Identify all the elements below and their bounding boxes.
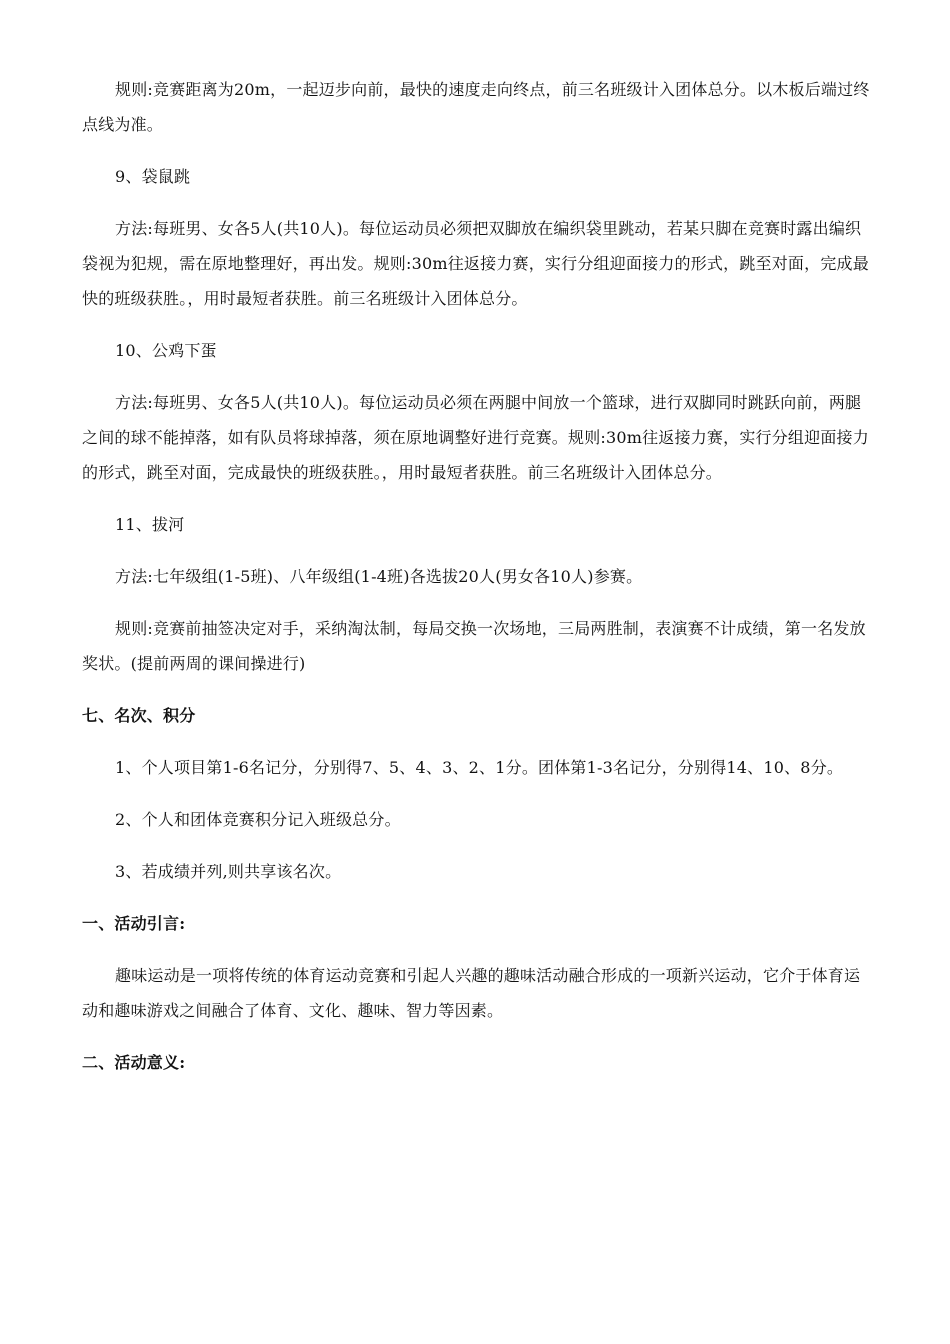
item-11-rule: 规则:竞赛前抽签决定对手，采纳淘汰制，每局交换一次场地，三局两胜制，表演赛不计成绩，第一名发放奖状。(提前两周的课间操进行) <box>82 619 866 673</box>
rule-walk-20m: 规则:竞赛距离为20m，一起迈步向前，最快的速度走向终点，前三名班级计入团体总分。以木板后端过终点线为准。 <box>82 80 870 134</box>
item-10-method: 方法:每班男、女各5人(共10人)。每位运动员必须在两腿中间放一个篮球，进行双脚同时跳跃向前，两腿之间的球不能掉落，如有队员将球掉落，须在原地调整好进行竞赛。规则:30m往返接力赛，实行分组迎面接力的形式，跳至对面，完成最快的班级获胜。，用时最短者获胜。前三名班级计入团体总分。 <box>82 393 869 482</box>
section-2-heading: 二、活动意义: <box>82 1053 186 1072</box>
intro-text: 趣味运动是一项将传统的体育运动竞赛和引起人兴趣的趣味活动融合形成的一项新兴运动，它介于体育运动和趣味游戏之间融合了体育、文化、趣味、智力等因素。 <box>82 966 861 1020</box>
document-page <box>82 72 872 1097</box>
scoring-3: 3、若成绩并列,则共享该名次。 <box>115 862 342 881</box>
item-9-title: 9、袋鼠跳 <box>115 167 191 186</box>
section-1-heading: 一、活动引言: <box>82 914 186 933</box>
item-11-method: 方法:七年级组(1-5班)、八年级组(1-4班)各选拔20人(男女各10人)参赛。 <box>115 567 643 586</box>
section-7-heading: 七、名次、积分 <box>82 706 196 725</box>
scoring-1: 1、个人项目第1-6名记分，分别得7、5、4、3、2、1分。团体第1-3名记分，分别得14、10、8分。 <box>115 758 844 777</box>
item-11-title: 11、拔河 <box>115 515 185 534</box>
item-10-title: 10、公鸡下蛋 <box>115 341 217 360</box>
scoring-2: 2、个人和团体竞赛积分记入班级总分。 <box>115 810 401 829</box>
item-9-method: 方法:每班男、女各5人(共10人)。每位运动员必须把双脚放在编织袋里跳动，若某只脚在竞赛时露出编织袋视为犯规，需在原地整理好，再出发。规则:30m往返接力赛，实行分组迎面接力的形式，跳至对面，完成最快的班级获胜。，用时最短者获胜。前三名班级计入团体总分。 <box>82 219 869 308</box>
